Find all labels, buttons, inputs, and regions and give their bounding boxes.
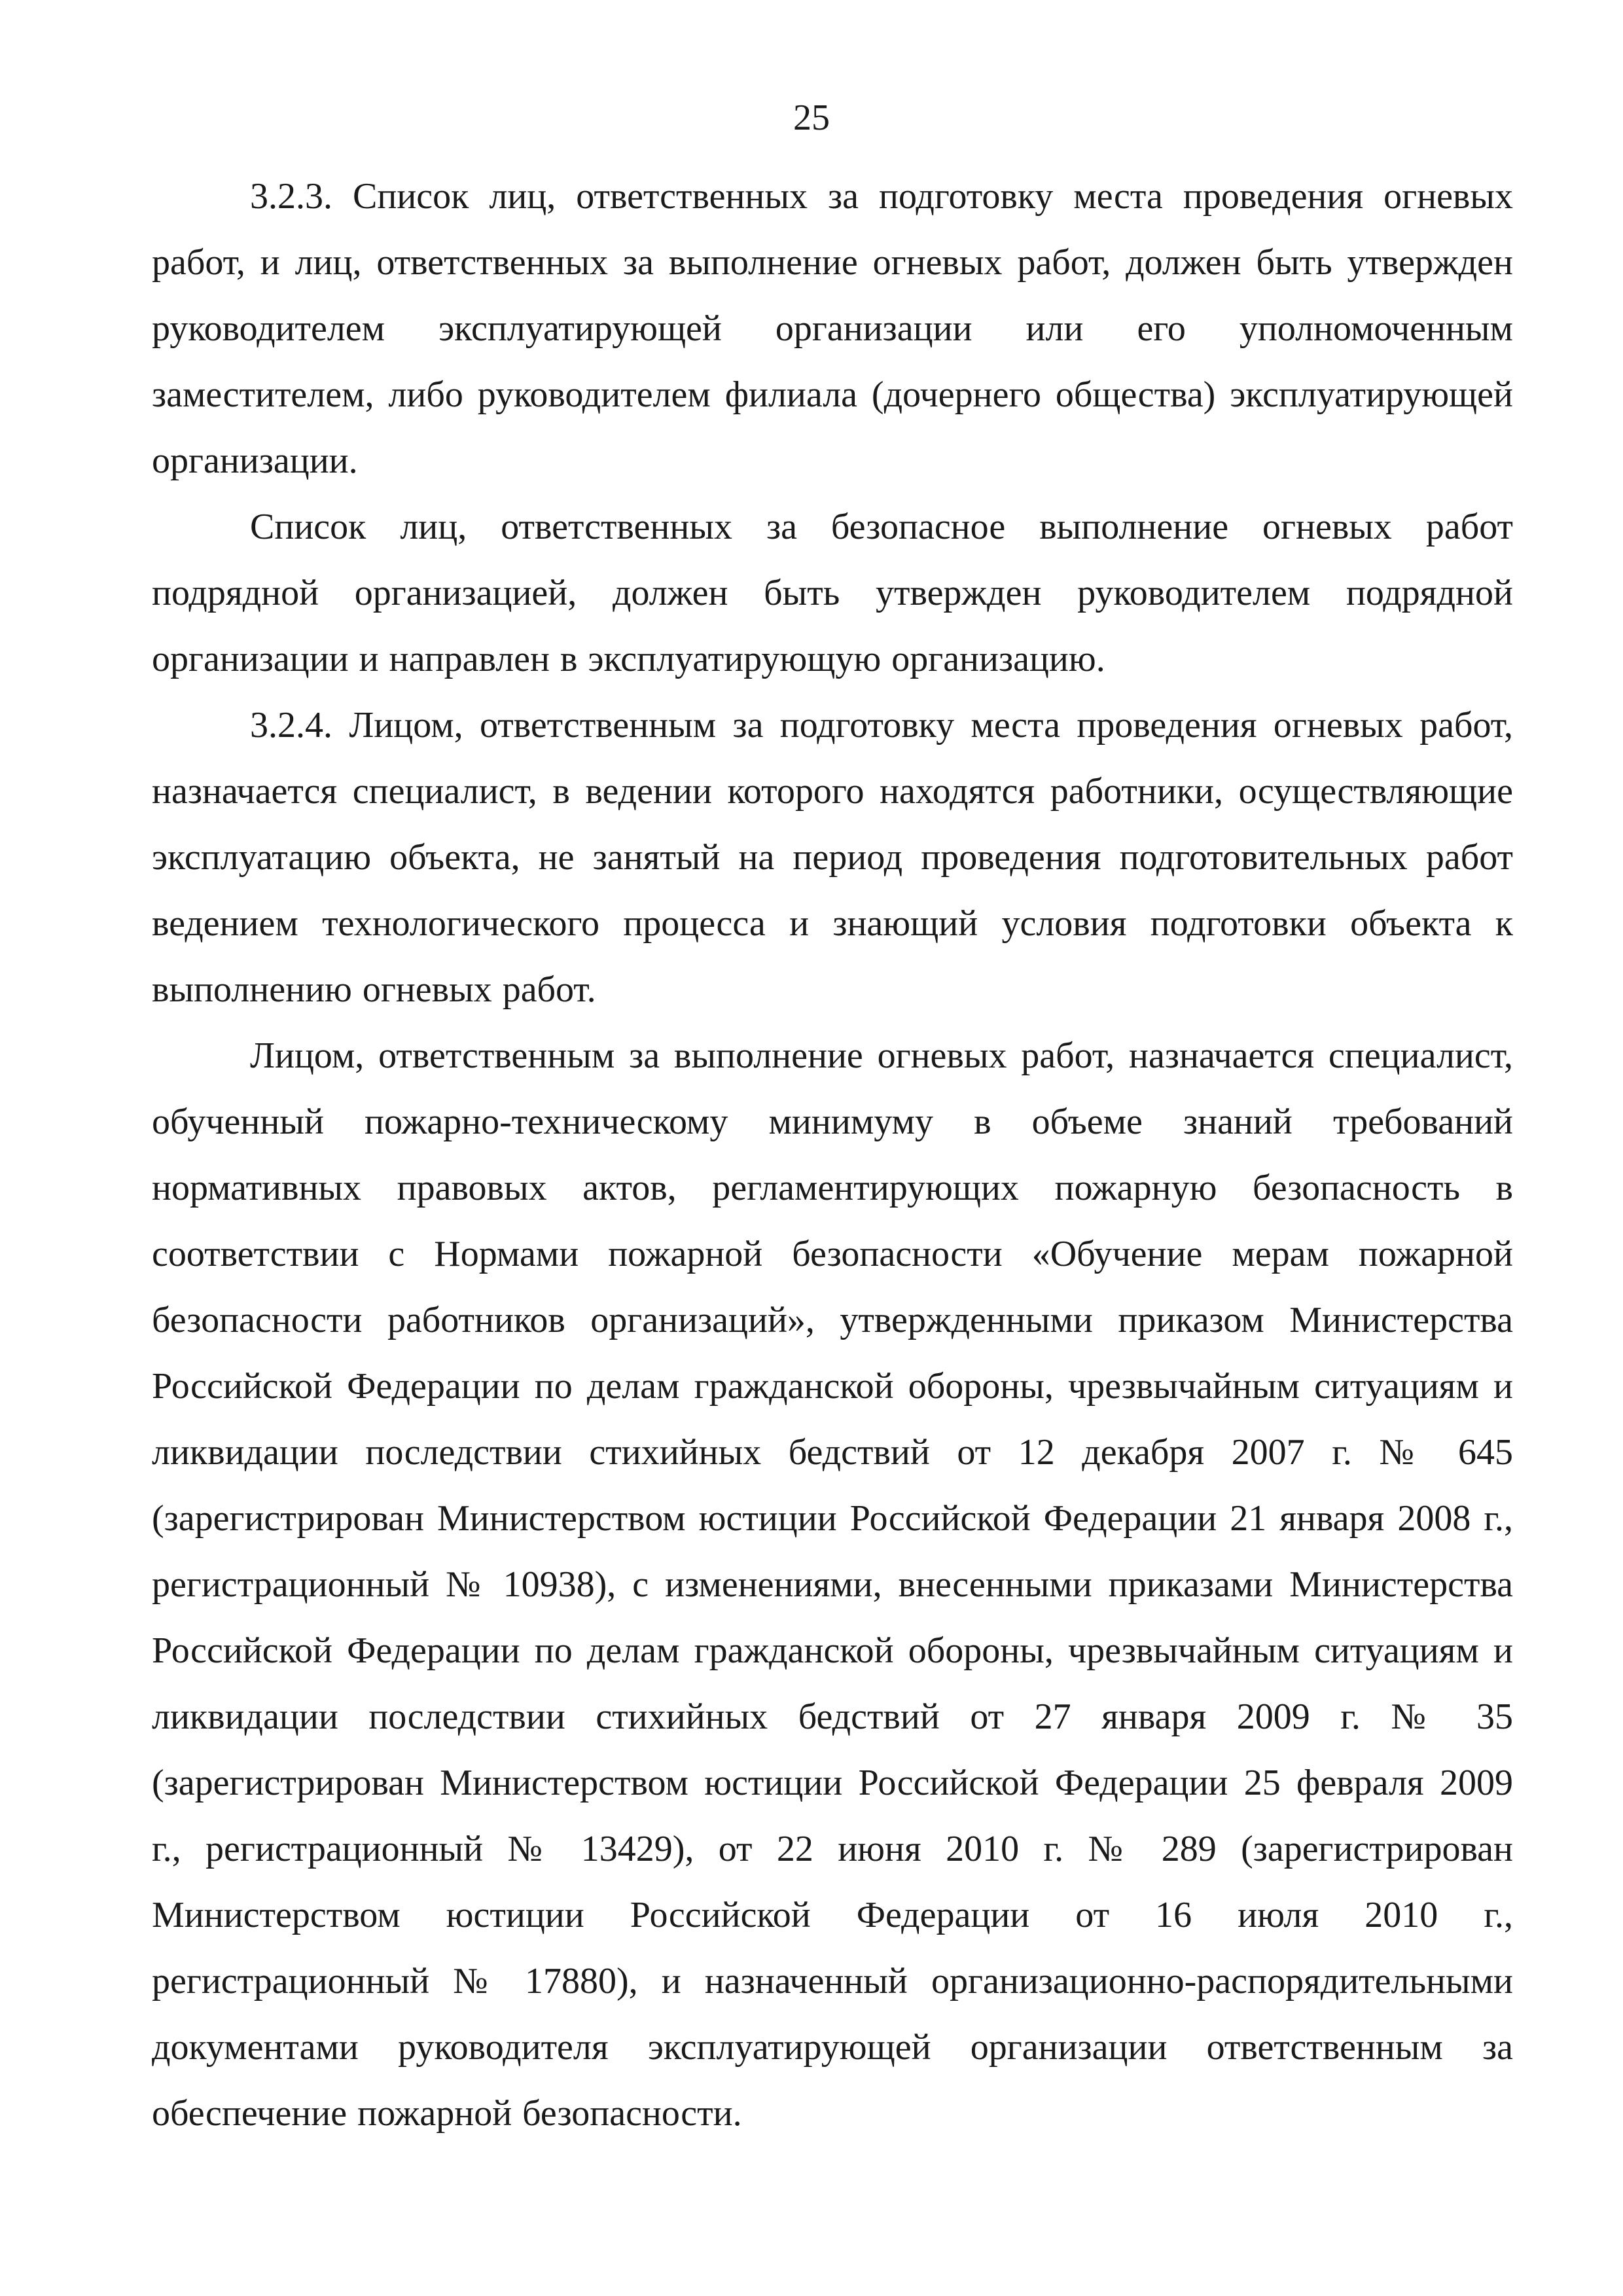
page-number: 25: [793, 98, 830, 138]
paragraph-contractor-list: Список лиц, ответственных за безопасное выполнение огневых работ подрядной организацией, должен быть утвержден руководителем подрядной организации и направлен в эксплуатирующую организацию.: [152, 507, 1513, 679]
document-body: [152, 164, 1513, 2147]
paragraph-3-2-4: 3.2.4. Лицом, ответственным за подготовку места проведения огневых работ, назначается специалист, в ведении которого находятся работники, осуществляющие эксплуатацию объекта, не занятый на период проведения подготовительных работ ведением технологического процесса и знающий условия подготовки объекта к выполнению огневых работ.: [152, 705, 1513, 1010]
paragraph-3-2-3: 3.2.3. Список лиц, ответственных за подготовку места проведения огневых работ, и лиц, ответственных за выполнение огневых работ, должен быть утвержден руководителем эксплуатирующей организации или его уполномоченным заместителем, либо руководителем филиала (дочернего общества) эксплуатирующей организации.: [152, 176, 1513, 481]
paragraph-responsible-person: Лицом, ответственным за выполнение огневых работ, назначается специалист, обученный пожарно-техническому минимуму в объеме знаний требований нормативных правовых актов, регламентирующих пожарную безопасность в соответствии с Нормами пожарной безопасности «Обучение мерам пожарной безопасности работников организаций», утвержденными приказом Министерства Российской Федерации по делам гражданской обороны, чрезвычайным ситуациям и ликвидации последствии стихийных бедствий от 12 декабря 2007 г. № 645 (зарегистрирован Министерством юстиции Российской Федерации 21 января 2008 г., регистрационный № 10938), с изменениями, внесенными приказами Министерства Российской Федерации по делам гражданской обороны, чрезвычайным ситуациям и ликвидации последствии стихийных бедствий от 27 января 2009 г. № 35 (зарегистрирован Министерством юстиции Российской Федерации 25 февраля 2009 г., регистрационный № 13429), от 22 июня 2010 г. № 289 (зарегистрирован Министерством юстиции Российской Федерации от 16 июля 2010 г., регистрационный № 17880), и назначенный организационно-распорядительными документами руководителя эксплуатирующей организации ответственным за обеспечение пожарной безопасности.: [152, 1035, 1513, 2134]
